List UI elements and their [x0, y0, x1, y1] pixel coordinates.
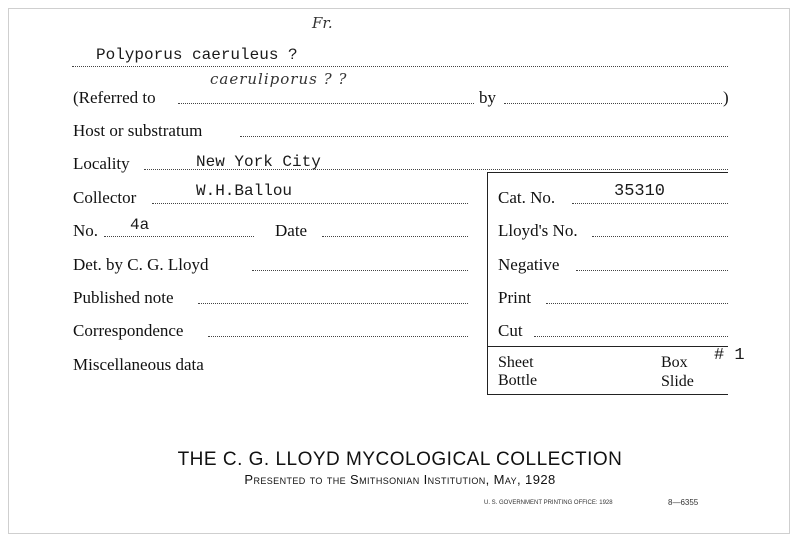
cat-no-value: 35310 [614, 182, 666, 201]
collection-subtitle: Presented to the Smithsonian Institution, May, 1928 [244, 472, 556, 487]
lloyds-no-label: Lloyd's No. [498, 221, 578, 240]
box-number: # 1 [714, 346, 745, 365]
locality-value: New York City [196, 153, 321, 171]
cut-label: Cut [498, 321, 523, 340]
print-line [546, 303, 728, 304]
by-label: by [479, 88, 496, 107]
right-box-divider [487, 346, 728, 347]
negative-label: Negative [498, 255, 560, 274]
host-label: Host or substratum [73, 121, 203, 140]
published-note-label: Published note [73, 288, 174, 307]
print-label: Print [498, 288, 532, 307]
no-label: No. [73, 221, 99, 240]
right-box-bottom [487, 394, 728, 395]
collector-label: Collector [73, 188, 137, 207]
referred-to-line [178, 103, 474, 104]
negative-line [576, 270, 728, 271]
printing-office-note: U. S. GOVERNMENT PRINTING OFFICE: 1928 [484, 500, 613, 506]
collection-title: THE C. G. LLOYD MYCOLOGICAL COLLECTION [177, 449, 623, 470]
cat-no-line [572, 203, 728, 204]
published-note-line [198, 303, 468, 304]
by-line [504, 103, 722, 104]
lloyds-no-line [592, 236, 728, 237]
species-name: Polyporus caeruleus ? [96, 46, 298, 64]
cat-no-label: Cat. No. [498, 188, 556, 207]
correspondence-line [208, 336, 468, 337]
handwritten-genus-note: caeruliporus ? ? [210, 70, 348, 88]
no-value: 4a [130, 216, 150, 234]
bottle-label: Bottle [498, 372, 538, 389]
det-by-label: Det. by C. G. Lloyd [73, 255, 209, 274]
misc-data-label: Miscellaneous data [73, 355, 204, 374]
close-paren: ) [723, 88, 729, 107]
box-label: Box [661, 354, 688, 371]
handwritten-top-note: Fr. [312, 14, 333, 32]
collector-value: W.H.Ballou [196, 182, 293, 200]
right-box-left [487, 172, 488, 394]
no-line [104, 236, 254, 237]
species-line [72, 66, 728, 67]
cut-line [534, 336, 728, 337]
slide-label: Slide [661, 373, 694, 390]
sheet-label: Sheet [498, 354, 534, 371]
locality-label: Locality [73, 154, 130, 173]
date-line [322, 236, 468, 237]
collector-line [152, 203, 468, 204]
referred-to-label: (Referred to [73, 88, 156, 107]
correspondence-label: Correspondence [73, 321, 184, 340]
host-line [240, 136, 728, 137]
date-label: Date [275, 221, 308, 240]
det-by-line [252, 270, 468, 271]
form-number: 8—6355 [668, 498, 699, 507]
right-box-top [487, 172, 728, 173]
